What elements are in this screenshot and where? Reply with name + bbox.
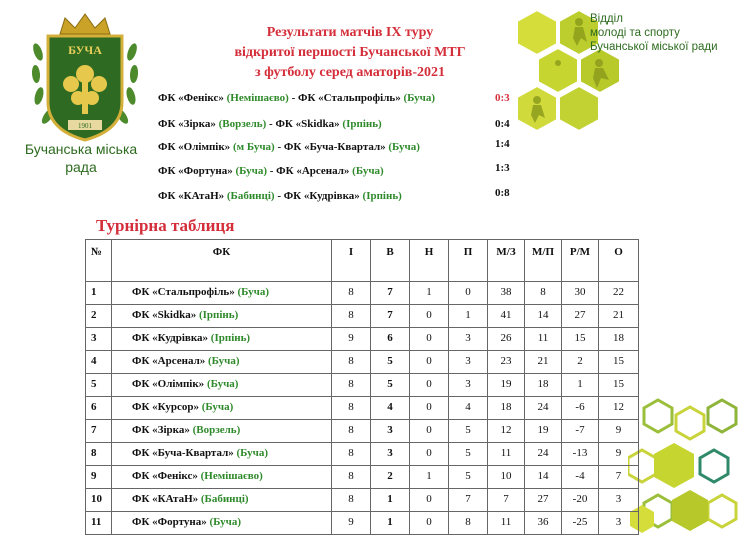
club-name: ФК «Курсор» [132,401,199,413]
l-cell: 8 [449,512,488,535]
gf-cell: 18 [488,397,525,420]
ga-cell: 27 [525,489,562,512]
l-cell: 5 [449,466,488,489]
pts-cell: 18 [599,328,639,351]
d-cell: 0 [410,512,449,535]
match-score: 1:3 [495,162,510,174]
pos-cell: 7 [86,420,112,443]
d-cell: 0 [410,489,449,512]
i-cell: 8 [332,305,371,328]
club-name: ФК «Фенікс» [132,470,198,482]
l-cell: 7 [449,489,488,512]
gd-cell: 2 [562,351,599,374]
w-cell: 6 [371,328,410,351]
title-line-1: Результати матчів IX туру [266,25,434,40]
club-city: (Немішаєво) [200,470,263,482]
dept-line-3: Бучанської міської ради [590,41,718,53]
gf-cell: 41 [488,305,525,328]
title-line-3: з футболу серед аматорів-2021 [255,65,445,80]
table-header-row [86,240,639,282]
gd-cell: -25 [562,512,599,535]
table-row [86,420,639,443]
col-header: П [449,240,488,282]
table-row [86,351,639,374]
bucha-emblem [30,12,140,150]
gf-cell: 10 [488,466,525,489]
d-cell: 0 [410,328,449,351]
ga-cell: 18 [525,374,562,397]
l-cell: 0 [449,282,488,305]
i-cell: 8 [332,282,371,305]
club-city: (Бабинці) [200,493,249,505]
ga-cell: 24 [525,443,562,466]
i-cell: 8 [332,466,371,489]
pts-cell: 15 [599,374,639,397]
club-name: ФК «Стальпрофіль» [132,286,235,298]
club-city: (Буча) [201,401,234,413]
club-city: (Ірпінь) [198,309,239,321]
col-header: О [599,240,639,282]
l-cell: 4 [449,397,488,420]
standings-title: Турнірна таблиця [96,216,235,235]
title-line-2: відкритої першості Бучанської МТГ [234,45,466,60]
w-cell: 1 [371,512,410,535]
table-row [86,443,639,466]
w-cell: 2 [371,466,410,489]
pos-cell: 9 [86,466,112,489]
gd-cell: 1 [562,374,599,397]
gd-cell: 15 [562,328,599,351]
decorative-hexagons [628,395,740,546]
gd-cell: 27 [562,305,599,328]
club-cell [112,466,332,489]
council-name [6,140,156,176]
match-row: ФК «Фенікс» (Немішаєво) - ФК «Стальпрофіль» (Буча) [158,92,435,104]
i-cell: 9 [332,328,371,351]
club-city: (Буча) [209,516,241,528]
i-cell: 8 [332,489,371,512]
pts-cell: 3 [599,512,639,535]
club-cell [112,512,332,535]
gd-cell: -13 [562,443,599,466]
l-cell: 3 [449,328,488,351]
match-row: ФК «Зірка» (Ворзель) - ФК «Skidka» (Ірпінь) [158,118,382,130]
l-cell: 5 [449,420,488,443]
gf-cell: 7 [488,489,525,512]
club-city: (Буча) [206,378,239,390]
dept-line-2: молоді та спорту [590,27,680,39]
club-name: ФК «Кудрівка» [132,332,209,344]
club-cell [112,489,332,512]
club-name: ФК «КАтаН» [132,493,199,505]
d-cell: 1 [410,466,449,489]
match-score: 1:4 [495,138,510,150]
l-cell: 3 [449,374,488,397]
club-cell [112,328,332,351]
pts-cell: 3 [599,489,639,512]
table-row [86,305,639,328]
club-cell [112,305,332,328]
gd-cell: 30 [562,282,599,305]
col-header: Н [410,240,449,282]
gd-cell: -20 [562,489,599,512]
gf-cell: 11 [488,512,525,535]
ga-cell: 11 [525,328,562,351]
l-cell: 3 [449,351,488,374]
pos-cell: 6 [86,397,112,420]
gd-cell: -6 [562,397,599,420]
match-row: ФК «Олімпік» (м Буча) - ФК «Буча-Квартал» (Буча) [158,141,420,153]
col-header: І [332,240,371,282]
ga-cell: 24 [525,397,562,420]
ga-cell: 19 [525,420,562,443]
pos-cell: 4 [86,351,112,374]
table-row [86,397,639,420]
pos-cell: 3 [86,328,112,351]
club-name: ФК «Олімпік» [132,378,205,390]
emblem-text: БУЧА [68,43,102,57]
club-city: (Буча) [237,286,269,298]
ga-cell: 36 [525,512,562,535]
w-cell: 1 [371,489,410,512]
w-cell: 5 [371,374,410,397]
col-header: В [371,240,410,282]
table-row [86,328,639,351]
pts-cell: 9 [599,420,639,443]
pts-cell: 21 [599,305,639,328]
gf-cell: 23 [488,351,525,374]
d-cell: 0 [410,420,449,443]
gd-cell: -7 [562,420,599,443]
w-cell: 5 [371,351,410,374]
club-city: (Ворзель) [192,424,241,436]
page-title [185,23,515,83]
col-header: № [86,240,112,282]
d-cell: 0 [410,374,449,397]
pos-cell: 10 [86,489,112,512]
i-cell: 8 [332,443,371,466]
gf-cell: 38 [488,282,525,305]
council-line-1: Бучанська міська [24,141,138,157]
w-cell: 3 [371,420,410,443]
i-cell: 8 [332,420,371,443]
d-cell: 0 [410,351,449,374]
table-row [86,374,639,397]
club-name: ФК «Skidka» [132,309,197,321]
i-cell: 9 [332,512,371,535]
table-row [86,466,639,489]
gd-cell: -4 [562,466,599,489]
i-cell: 8 [332,351,371,374]
club-city: (Буча) [208,355,240,367]
i-cell: 8 [332,374,371,397]
gf-cell: 26 [488,328,525,351]
club-name: ФК «Фортуна» [132,516,207,528]
council-line-2: рада [65,159,97,175]
match-score: 0:8 [495,187,510,199]
pts-cell: 15 [599,351,639,374]
table-row [86,489,639,512]
w-cell: 7 [371,305,410,328]
pos-cell: 5 [86,374,112,397]
match-row: ФК «Фортуна» (Буча) - ФК «Арсенал» (Буча) [158,165,384,177]
ga-cell: 8 [525,282,562,305]
club-name: ФК «Зірка» [132,424,190,436]
club-cell [112,443,332,466]
col-header: М/П [525,240,562,282]
club-cell [112,351,332,374]
pos-cell: 2 [86,305,112,328]
gf-cell: 11 [488,443,525,466]
club-name: ФК «Арсенал» [132,355,206,367]
match-row: ФК «КАтаН» (Бабинці) - ФК «Кудрівка» (Ірпінь) [158,190,402,202]
col-header: М/З [488,240,525,282]
pos-cell: 11 [86,512,112,535]
w-cell: 7 [371,282,410,305]
gf-cell: 19 [488,374,525,397]
table-row [86,512,639,535]
match-score: 0:4 [495,118,510,130]
pts-cell: 12 [599,397,639,420]
pos-cell: 1 [86,282,112,305]
table-row [86,282,639,305]
club-cell [112,282,332,305]
gf-cell: 12 [488,420,525,443]
pts-cell: 22 [599,282,639,305]
club-cell [112,374,332,397]
w-cell: 4 [371,397,410,420]
col-header: Р/М [562,240,599,282]
emblem-year: 1901 [78,122,92,130]
l-cell: 1 [449,305,488,328]
department-name [590,12,740,54]
d-cell: 0 [410,305,449,328]
i-cell: 8 [332,397,371,420]
standings-table [85,239,639,535]
pts-cell: 7 [599,466,639,489]
club-cell [112,420,332,443]
dept-line-1: Відділ [590,13,623,25]
d-cell: 0 [410,443,449,466]
ga-cell: 21 [525,351,562,374]
d-cell: 0 [410,397,449,420]
w-cell: 3 [371,443,410,466]
match-score: 0:3 [495,92,510,104]
l-cell: 5 [449,443,488,466]
club-name: ФК «Буча-Квартал» [132,447,234,459]
pts-cell: 9 [599,443,639,466]
d-cell: 1 [410,282,449,305]
ga-cell: 14 [525,466,562,489]
pos-cell: 8 [86,443,112,466]
club-city: (Ірпінь) [210,332,251,344]
club-city: (Буча) [236,447,269,459]
club-cell [112,397,332,420]
col-header: ФК [112,240,332,282]
ga-cell: 14 [525,305,562,328]
